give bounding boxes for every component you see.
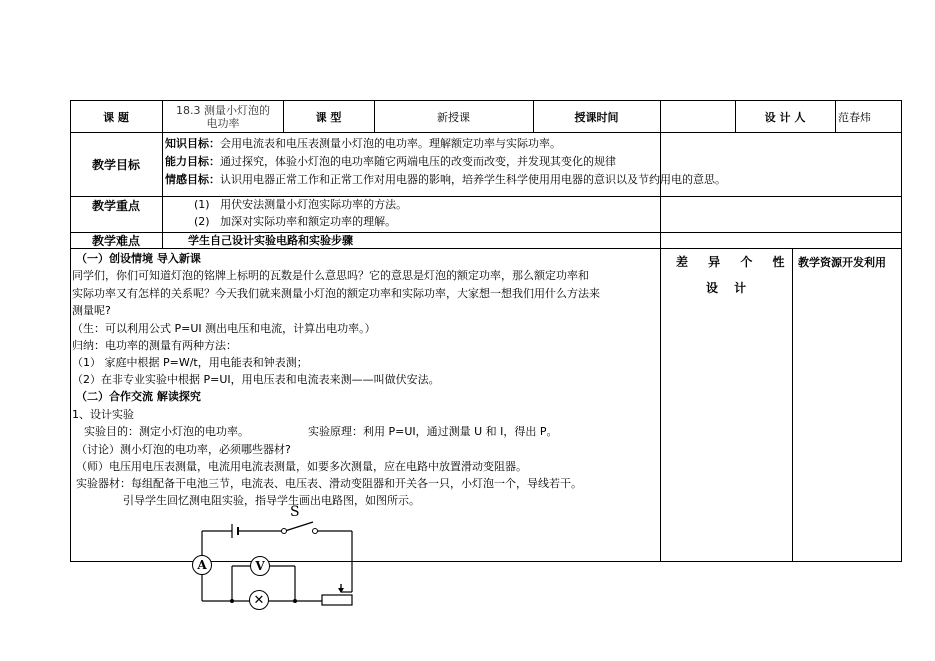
goals-label: 教学目标	[91, 157, 140, 172]
topic-value: 18.3 测量小灯泡的电功率	[176, 103, 270, 130]
paragraph: （讨论）测小灯泡的电功率，必须哪些器材?	[76, 443, 291, 456]
paragraph: 1、设计实验	[72, 408, 134, 421]
paragraph: 实验器材：每组配备干电池三节，电流表、电压表、滑动变阻器和开关各一只，小灯泡一个，导线若干。	[76, 477, 582, 490]
paragraph: （师）电压用电压表测量，电流用电流表测量，如要多次测量，应在电路中放置滑动变阻器。	[76, 460, 527, 473]
difficulty-label: 教学难点	[91, 234, 140, 248]
goal-text: 认识用电器正常工作和正常工作对用电器的影响，培养学生科学使用用电器的意识以及节约用电的意思。	[220, 173, 726, 186]
paragraph: （1） 家庭中根据 P=W/t，用电能表和钟表测；	[72, 356, 308, 369]
goal-key: 知识目标：	[165, 137, 220, 150]
junction-dot	[293, 599, 297, 603]
key-point-text: 加深对实际功率和额定功率的理解。	[220, 215, 397, 228]
paragraph: 引导学生回忆测电阻实验，指导学生画出电路图，如图所示。	[123, 494, 420, 507]
experiment-purpose: 实验目的：测定小灯泡的电功率。	[84, 425, 249, 438]
goal-text: 通过探究，体验小灯泡的电功率随它两端电压的改变而改变，并发现其变化的规律	[220, 155, 616, 168]
switch-label: S	[290, 504, 300, 520]
type-value: 新授课	[437, 110, 470, 124]
voltmeter-symbol: V	[250, 556, 270, 576]
paragraph: 归纳：电功率的测量有两种方法：	[72, 339, 237, 352]
goal-key: 情感目标：	[165, 173, 220, 186]
key-point-num: (1)	[194, 198, 210, 211]
resource-title: 教学资源开发利用	[798, 256, 886, 269]
difference-design-title-2: 设 计	[706, 281, 753, 295]
paragraph: 同学们，你们可知道灯泡的铭牌上标明的瓦数是什么意思吗？它的意思是灯泡的额定功率，那么额定功率和	[72, 269, 589, 282]
difference-design-title: 差 异 个 性	[676, 255, 789, 269]
key-point-num: (2)	[194, 215, 210, 228]
paragraph: 测量呢?	[72, 304, 111, 317]
designer-label: 设 计 人	[764, 110, 806, 124]
difficulty-text: 学生自己设计实验电路和实验步骤	[188, 234, 353, 247]
experiment-principle: 实验原理：利用 P=UI，通过测量 U 和 I，得出 P。	[308, 425, 558, 438]
key-point-text: 用伏安法测量小灯泡实际功率的方法。	[220, 198, 408, 211]
section-1-title: （一）创设情境 导入新课	[76, 252, 201, 265]
paragraph: 实际功率又有怎样的关系呢？今天我们就来测量小灯泡的额定功率和实际功率，大家想一想我们用什么方法来	[72, 287, 600, 300]
type-label: 课 型	[315, 110, 342, 124]
section-2-title: （二）合作交流 解读探究	[76, 390, 201, 403]
junction-dot	[230, 599, 234, 603]
ammeter-symbol: A	[192, 555, 212, 575]
topic-label: 课 题	[103, 110, 129, 124]
paragraph: （生：可以利用公式 P=UI 测出电压和电流，计算出电功率。）	[72, 322, 376, 335]
time-label: 授课时间	[574, 110, 619, 124]
lamp-symbol: ✕	[249, 590, 269, 610]
goal-text: 会用电流表和电压表测量小灯泡的电功率。理解额定功率与实际功率。	[220, 137, 561, 150]
paragraph: （2）在非专业实验中根据 P=UI，用电压表和电流表来测——叫做伏安法。	[72, 373, 440, 386]
designer-value: 范春炜	[838, 110, 871, 124]
key-points-label: 教学重点	[91, 198, 140, 213]
goal-key: 能力目标：	[165, 155, 220, 168]
